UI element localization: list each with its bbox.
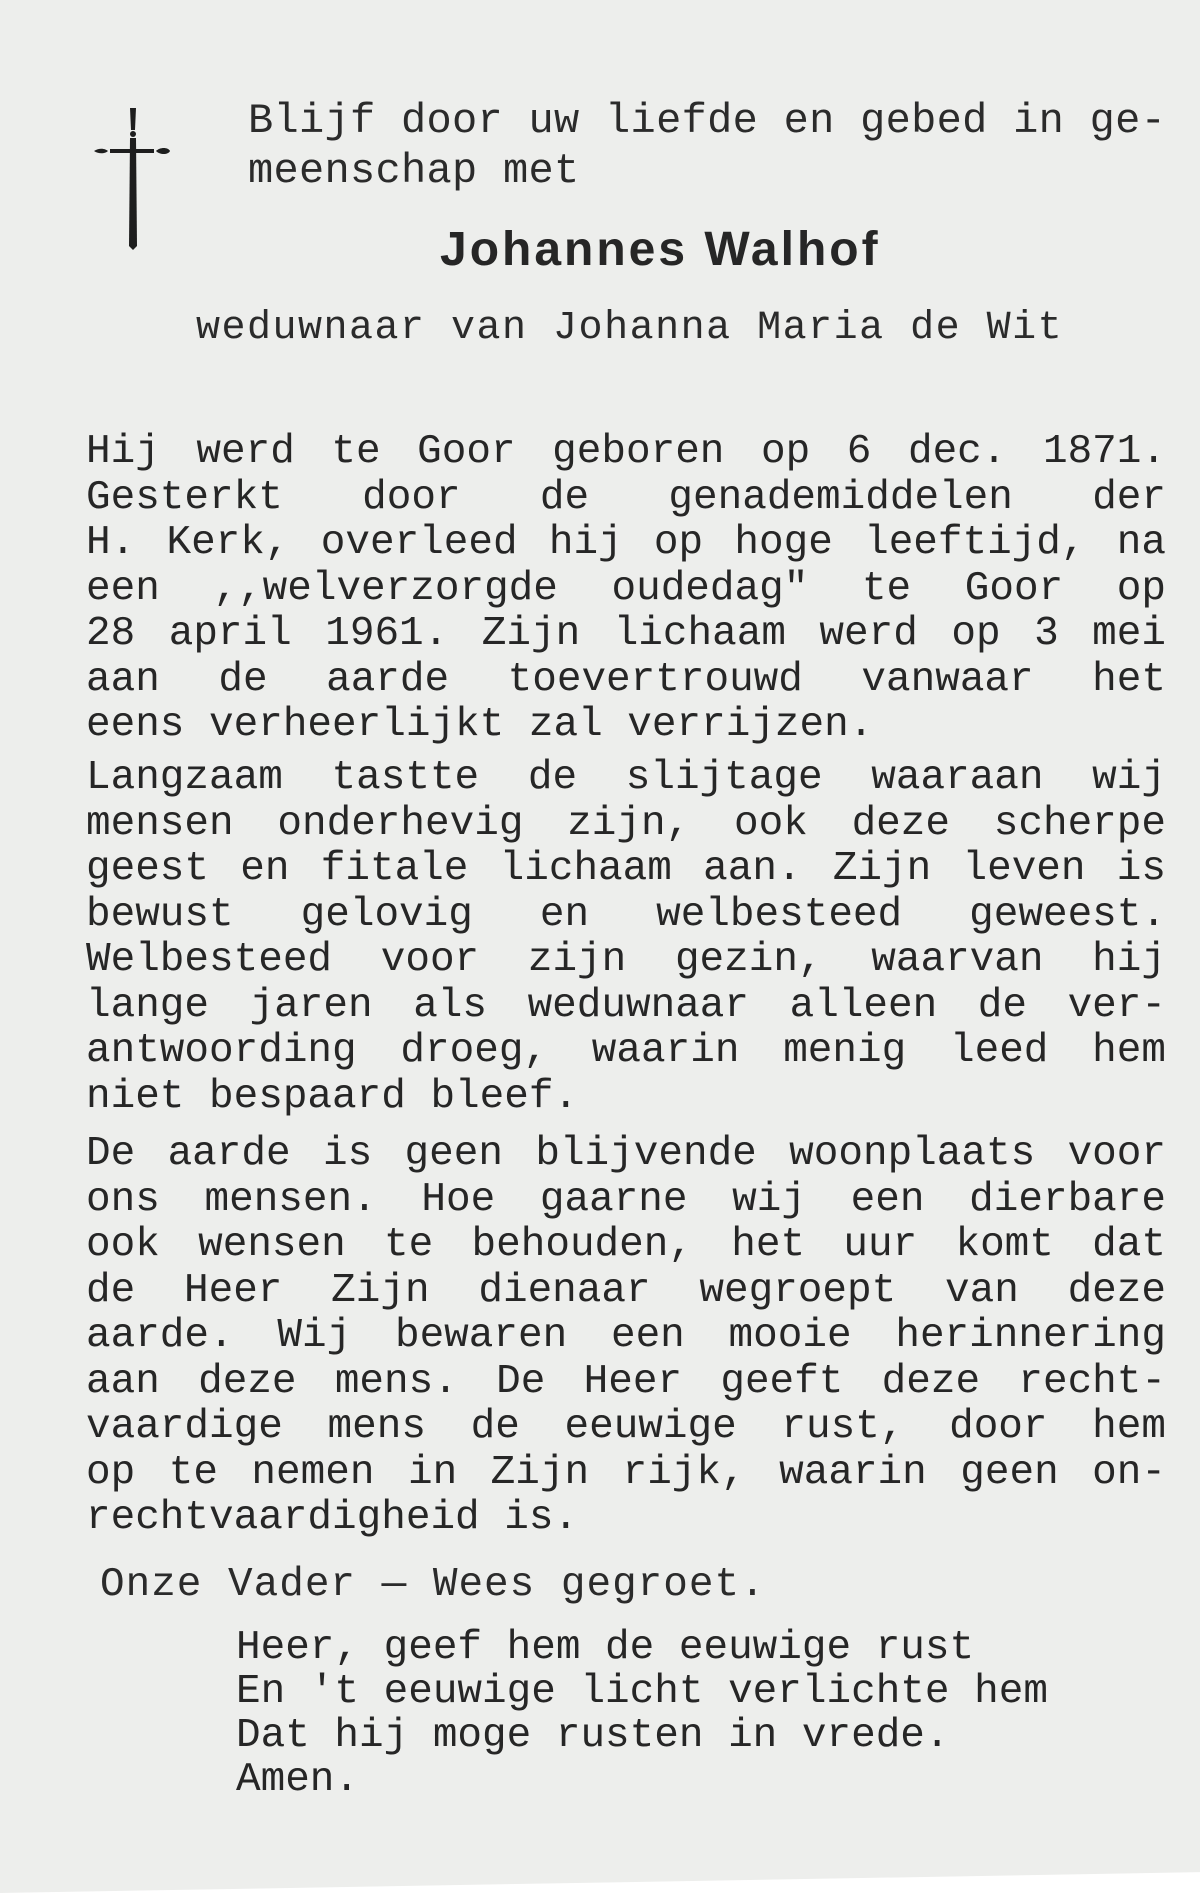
text-line: Hij werd te Goor geboren op 6 dec. 1871. [86,429,1166,475]
paragraph-life [86,756,1166,1120]
text-line: ons mensen. Hoe gaarne wij een dierbare [86,1176,1166,1223]
text-line: antwoording droeg, waarin menig leed hem [86,1028,1166,1074]
verse-line: En 't eeuwige licht verlichte hem [236,1669,1048,1715]
text-line: Welbesteed voor zijn gezin, waarvan hij [86,937,1166,983]
text-line: bewust gelovig en welbesteed geweest. [86,891,1166,938]
text-line: lange jaren als weduwnaar alleen de ver- [86,982,1166,1029]
text-line: de Heer Zijn dienaar wegroept van deze [86,1267,1166,1314]
intro-line: Blijf door uw liefde en gebed in ge- [248,97,1167,145]
intro-text [248,96,1166,196]
text-line: aan deze mens. De Heer geeft deze recht- [86,1358,1166,1405]
text-line: Gesterkt door de genademiddelen der [86,474,1166,521]
paragraph-biography [86,430,1166,749]
text-line: Langzaam tastte de slijtage waaraan wij [86,755,1166,801]
text-line: vaardige mens de eeuwige rust, door hem [86,1404,1166,1450]
text-line: aan de aarde toevertrouwd vanwaar het [86,656,1166,703]
verse-line: Heer, geef hem de eeuwige rust [236,1625,975,1671]
text-line: ook wensen te behouden, het uur komt dat [86,1222,1166,1268]
text-line: rechtvaardigheid is. [86,1495,579,1541]
intro-line: meenschap met [248,147,580,195]
verse-line: Amen. [236,1757,360,1803]
text-line: 28 april 1961. Zijn lichaam werd op 3 mei [86,611,1166,657]
text-line: op te nemen in Zijn rijk, waarin geen on- [86,1449,1166,1496]
text-line: geest en fitale lichaam aan. Zijn leven is [86,846,1166,892]
deceased-name: Johannes Walhof [440,223,881,276]
closing-verse [236,1626,1048,1802]
text-line: De aarde is geen blijvende woonplaats voor [86,1131,1166,1177]
paragraph-faith [86,1132,1166,1542]
text-line: mensen onderhevig zijn, ook deze scherpe [86,800,1166,847]
text-line: niet bespaard bleef. [86,1073,579,1120]
latin-cross-icon [92,106,172,252]
verse-line: Dat hij moge rusten in vrede. [236,1713,950,1759]
text-line: aarde. Wij bewaren een mooie herinnering [86,1313,1166,1359]
text-line: een ,,welverzorgde oudedag" te Goor op [86,565,1166,612]
text-line: H. Kerk, overleed hij op hoge leeftijd, na [86,520,1166,566]
subtitle: weduwnaar van Johanna Maria de Wit [196,306,1064,351]
text-line: eens verheerlijkt zal verrijzen. [86,702,874,748]
prayer-line: Onze Vader — Wees gegroet. [100,1562,766,1608]
